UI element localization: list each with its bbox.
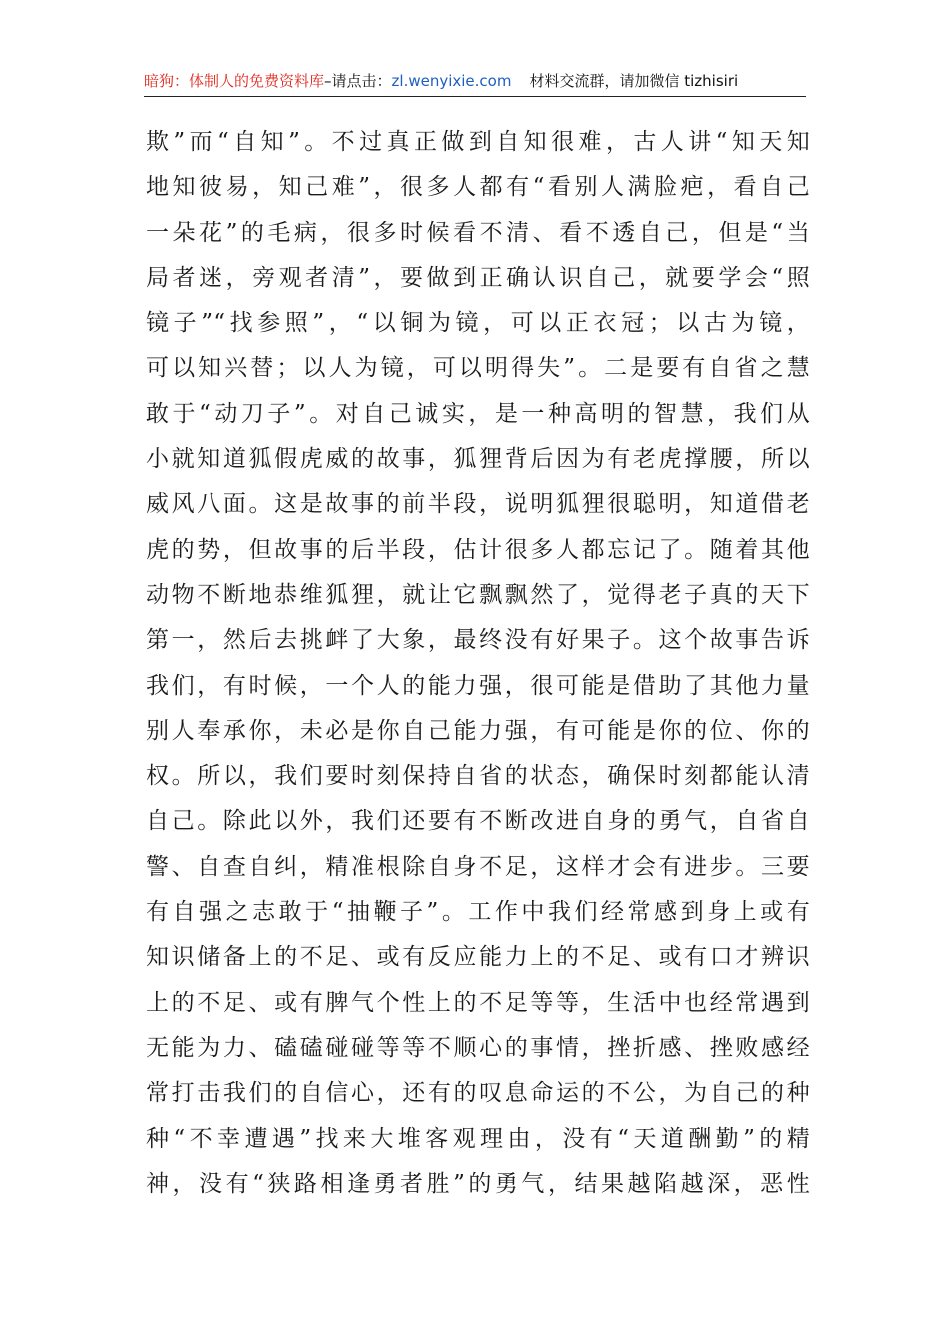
text-line: 镜子”“找参照”，“以铜为镜，可以正衣冠；以古为镜，: [146, 310, 810, 337]
text-line: 局者迷，旁观者清”，要做到正确认识自己，就要学会“照: [146, 264, 810, 291]
text-line: 地知彼易，知己难”，很多人都有“看别人满脸疤，看自己: [146, 174, 810, 201]
page-header: [144, 66, 806, 96]
text-line: 常打击我们的自信心，还有的叹息命运的不公，为自己的种: [146, 1080, 810, 1107]
text-line: 欺”而“自知”。不过真正做到自知很难，古人讲“知天知: [146, 129, 810, 155]
header-source-name: 暗狗：体制人的免费资料库: [144, 72, 325, 90]
header-contact: 材料交流群，请加微信 tizhisiri: [529, 72, 739, 90]
text-line: 小就知道狐假虎威的故事，狐狸背后因为有老虎撑腰，所以: [146, 446, 810, 473]
text-line: 无能为力、磕磕碰碰等等不顺心的事情，挫折感、挫败感经: [146, 1034, 810, 1061]
text-line: 第一，然后去挑衅了大象，最终没有好果子。这个故事告诉: [146, 627, 810, 654]
document-body: [146, 120, 810, 1207]
text-line: 上的不足、或有脾气个性上的不足等等，生活中也经常遇到: [146, 989, 810, 1016]
text-line: 种“不幸遭遇”找来大堆客观理由，没有“天道酬勤”的精: [146, 1125, 810, 1152]
text-line: 警、自查自纠，精准根除自身不足，这样才会有进步。三要: [146, 853, 810, 880]
text-line: 敢于“动刀子”。对自己诚实，是一种高明的智慧，我们从: [146, 400, 810, 427]
text-line: 一朵花”的毛病，很多时候看不清、看不透自己，但是“当: [146, 219, 810, 246]
header-link-prompt: –请点击：: [324, 72, 392, 90]
text-line: 可以知兴替；以人为镜，可以明得失”。二是要有自省之慧: [146, 355, 810, 382]
text-line: 有自强之志敢于“抽鞭子”。工作中我们经常感到身上或有: [146, 899, 810, 926]
text-line: 知识储备上的不足、或有反应能力上的不足、或有口才辨识: [146, 944, 810, 971]
text-line: 神，没有“狭路相逢勇者胜”的勇气，结果越陷越深，恶性: [146, 1170, 810, 1197]
text-line: 动物不断地恭维狐狸，就让它飘飘然了，觉得老子真的天下: [146, 581, 810, 608]
text-line: 虎的势，但故事的后半段，估计很多人都忘记了。随着其他: [146, 536, 810, 563]
text-line: 别人奉承你，未必是你自己能力强，有可能是你的位、你的: [146, 717, 810, 744]
text-line: 权。所以，我们要时刻保持自省的状态，确保时刻都能认清: [146, 763, 810, 790]
text-line: 威风八面。这是故事的前半段，说明狐狸很聪明，知道借老: [146, 491, 810, 518]
text-line: 自己。除此以外，我们还要有不断改进自身的勇气，自省自: [146, 808, 810, 835]
header-divider: [144, 96, 806, 97]
text-line: 我们，有时候，一个人的能力强，很可能是借助了其他力量: [146, 672, 810, 699]
header-link[interactable]: zl.wenyixie.com: [391, 72, 512, 90]
